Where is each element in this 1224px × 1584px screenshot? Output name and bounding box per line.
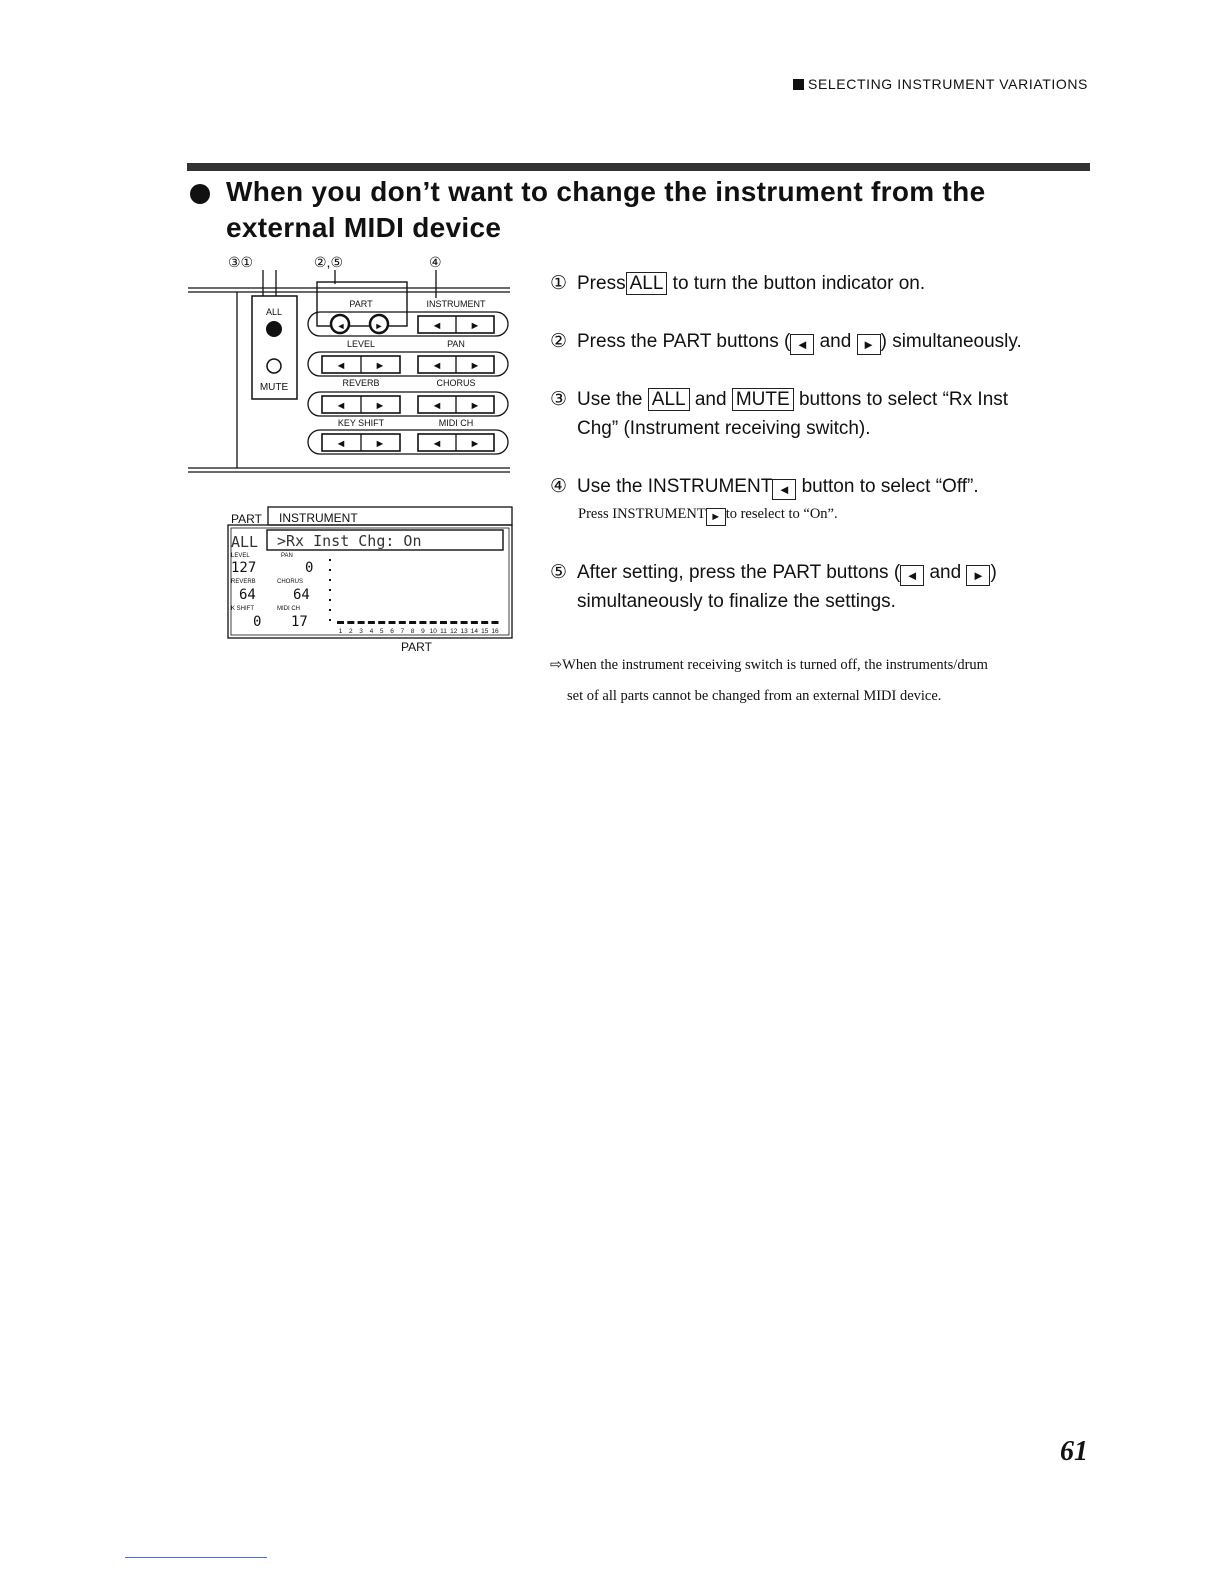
midich-left-arrow-icon: ◄ bbox=[431, 438, 443, 450]
part-bar bbox=[461, 621, 468, 624]
title-rule bbox=[187, 163, 1090, 171]
step-3-text-pre: Use the bbox=[577, 389, 643, 410]
lcd-message: >Rx Inst Chg: On bbox=[277, 532, 422, 550]
step-5-line-2: simultaneously to finalize the settings. bbox=[577, 591, 896, 612]
note-arrow-icon: ⇨ bbox=[550, 657, 563, 673]
part-number: 15 bbox=[481, 628, 489, 635]
step-5-and: and bbox=[929, 562, 962, 583]
part-number: 14 bbox=[470, 628, 479, 635]
part-number: 16 bbox=[491, 628, 499, 635]
step-3-and: and bbox=[694, 389, 727, 410]
level-label: LEVEL bbox=[346, 339, 376, 349]
part-bar bbox=[399, 621, 406, 624]
part-bar bbox=[440, 621, 447, 624]
part-number: 1 bbox=[338, 628, 343, 635]
all-label: ALL bbox=[265, 307, 283, 317]
part-number: 10 bbox=[429, 628, 437, 635]
part-bar bbox=[430, 621, 437, 624]
round-bullet-icon bbox=[190, 184, 210, 204]
instrument-left-arrow-icon: ◄ bbox=[431, 320, 443, 332]
midi-ch-label: MIDI CH bbox=[438, 418, 474, 428]
display-instrument-label: INSTRUMENT bbox=[279, 511, 358, 525]
pan-left-arrow-icon: ◄ bbox=[431, 360, 443, 372]
display-level-value: 127 bbox=[231, 560, 257, 576]
part-bar bbox=[378, 621, 385, 624]
part-bar bbox=[358, 621, 365, 624]
step-3 bbox=[550, 385, 1095, 443]
part-bar bbox=[492, 621, 499, 624]
display-bottom-part-label: PART bbox=[401, 640, 432, 654]
left-arrow-key-icon: ◄ bbox=[772, 479, 796, 500]
reverb-left-arrow-icon: ◄ bbox=[335, 400, 347, 412]
part-bar bbox=[471, 621, 478, 624]
part-bar bbox=[347, 621, 354, 624]
step-4-text-pre: Use the INSTRUMENT bbox=[577, 476, 773, 497]
step-4-sub-post: to reselect to “On”. bbox=[725, 506, 838, 522]
part-number: 11 bbox=[440, 628, 447, 635]
display-pan-label: PAN bbox=[281, 553, 293, 559]
part-label: PART bbox=[349, 299, 373, 309]
part-bar bbox=[409, 621, 416, 624]
instrument-right-arrow-icon: ► bbox=[469, 320, 481, 332]
step-3-number: ③ bbox=[550, 389, 568, 410]
step-1-number: ① bbox=[550, 273, 568, 294]
display-chorus-value: 64 bbox=[293, 587, 310, 603]
key-shift-label: KEY SHIFT bbox=[337, 418, 385, 428]
part-left-arrow-icon: ◄ bbox=[336, 321, 346, 331]
step-5-text-pre: After setting, press the PART buttons ( bbox=[577, 562, 901, 583]
lcd-display-diagram bbox=[225, 503, 520, 655]
step-4 bbox=[550, 472, 1095, 501]
chorus-right-arrow-icon: ► bbox=[469, 400, 481, 412]
note-line-2: set of all parts cannot be changed from an external MIDI device. bbox=[567, 688, 942, 704]
step-1-text-pre: Press bbox=[577, 273, 626, 294]
step-2-text-pre: Press the PART buttons ( bbox=[577, 331, 791, 352]
title-line-1: When you don’t want to change the instrument from the bbox=[226, 176, 986, 207]
right-arrow-key-icon: ► bbox=[706, 508, 726, 526]
display-reverb-label: REVERB bbox=[231, 579, 256, 585]
part-number: 13 bbox=[460, 628, 468, 635]
control-panel-diagram bbox=[180, 248, 520, 488]
step-2-number: ② bbox=[550, 331, 568, 352]
part-bar bbox=[389, 621, 396, 624]
part-number: 5 bbox=[379, 628, 384, 635]
part-number: 3 bbox=[359, 628, 363, 635]
reverb-label: REVERB bbox=[342, 378, 380, 388]
marker-4: ④ bbox=[429, 254, 442, 270]
step-3-line-2: Chg” (Instrument receiving switch). bbox=[577, 418, 871, 439]
right-arrow-key-icon: ► bbox=[857, 334, 881, 355]
note-line-1: When the instrument receiving switch is turned off, the instruments/drum bbox=[562, 657, 988, 673]
display-level-label: LEVEL bbox=[231, 553, 250, 559]
footnote bbox=[550, 650, 1095, 712]
step-2 bbox=[550, 327, 1095, 356]
mute-button-circle bbox=[267, 359, 281, 373]
display-reverb-value: 64 bbox=[239, 587, 256, 603]
display-keyshift-value: 0 bbox=[253, 614, 262, 630]
pan-label: PAN bbox=[447, 339, 465, 349]
part-bar bbox=[481, 621, 488, 624]
step-4-sub-pre: Press INSTRUMENT bbox=[578, 506, 706, 522]
header-section-title: SELECTING INSTRUMENT VARIATIONS bbox=[808, 76, 1088, 92]
part-number: 2 bbox=[348, 628, 353, 635]
part-number: 4 bbox=[369, 628, 374, 635]
part-bar bbox=[450, 621, 457, 624]
chorus-left-arrow-icon: ◄ bbox=[431, 400, 443, 412]
step-3-text-post: buttons to select “Rx Inst bbox=[798, 389, 1009, 410]
part-bar bbox=[337, 621, 344, 624]
chorus-label: CHORUS bbox=[436, 378, 476, 388]
part-bar bbox=[368, 621, 375, 624]
all-indicator-led bbox=[266, 321, 282, 337]
level-left-arrow-icon: ◄ bbox=[335, 360, 347, 372]
part-level-bars bbox=[337, 621, 499, 624]
step-4-number: ④ bbox=[550, 476, 568, 497]
mute-label: MUTE bbox=[259, 382, 289, 393]
step-5-text-post: ) bbox=[990, 562, 997, 583]
square-bullet-icon bbox=[793, 79, 804, 90]
step-2-and: and bbox=[819, 331, 852, 352]
right-arrow-key-icon: ► bbox=[966, 565, 990, 586]
display-midich-label: MIDI CH bbox=[277, 606, 300, 612]
step-1 bbox=[550, 269, 1095, 298]
midich-right-arrow-icon: ► bbox=[469, 438, 481, 450]
part-bar bbox=[419, 621, 426, 624]
all-key-label: ALL bbox=[648, 388, 690, 411]
mute-key-label: MUTE bbox=[732, 388, 794, 411]
display-midich-value: 17 bbox=[291, 614, 308, 630]
display-part-label: PART bbox=[231, 512, 262, 526]
left-arrow-key-icon: ◄ bbox=[790, 334, 814, 355]
display-keyshift-label: K SHIFT bbox=[231, 606, 255, 612]
step-5 bbox=[550, 558, 1095, 616]
keyshift-right-arrow-icon: ► bbox=[374, 438, 386, 450]
part-number: 7 bbox=[400, 628, 405, 635]
page-number: 61 bbox=[1060, 1436, 1088, 1467]
step-5-number: ⑤ bbox=[550, 562, 568, 583]
step-4-subnote bbox=[578, 506, 838, 526]
lcd-all-text: ALL bbox=[231, 533, 259, 551]
part-number: 9 bbox=[421, 628, 425, 635]
instrument-label: INSTRUMENT bbox=[426, 299, 486, 309]
footer-line bbox=[125, 1557, 267, 1558]
left-arrow-key-icon: ◄ bbox=[900, 565, 924, 586]
level-right-arrow-icon: ► bbox=[374, 360, 386, 372]
display-pan-value: 0 bbox=[305, 560, 314, 576]
marker-3-1: ③① bbox=[228, 254, 254, 270]
section-title bbox=[226, 174, 1106, 246]
marker-2-5: ②,⑤ bbox=[314, 254, 343, 270]
part-number: 6 bbox=[390, 628, 394, 635]
part-number-row bbox=[339, 628, 499, 635]
reverb-right-arrow-icon: ► bbox=[374, 400, 386, 412]
part-number: 8 bbox=[410, 628, 415, 635]
pan-right-arrow-icon: ► bbox=[469, 360, 481, 372]
step-1-text-post: to turn the button indicator on. bbox=[672, 273, 926, 294]
step-4-text-post: button to select “Off”. bbox=[801, 476, 979, 497]
part-number: 12 bbox=[450, 628, 458, 635]
keyshift-left-arrow-icon: ◄ bbox=[335, 438, 347, 450]
display-chorus-label: CHORUS bbox=[277, 579, 304, 585]
running-header bbox=[793, 76, 1088, 92]
all-key-label: ALL bbox=[626, 272, 668, 295]
part-right-arrow-icon: ► bbox=[374, 321, 384, 331]
title-line-2: external MIDI device bbox=[226, 212, 502, 243]
step-2-text-post: ) simultaneously. bbox=[880, 331, 1022, 352]
